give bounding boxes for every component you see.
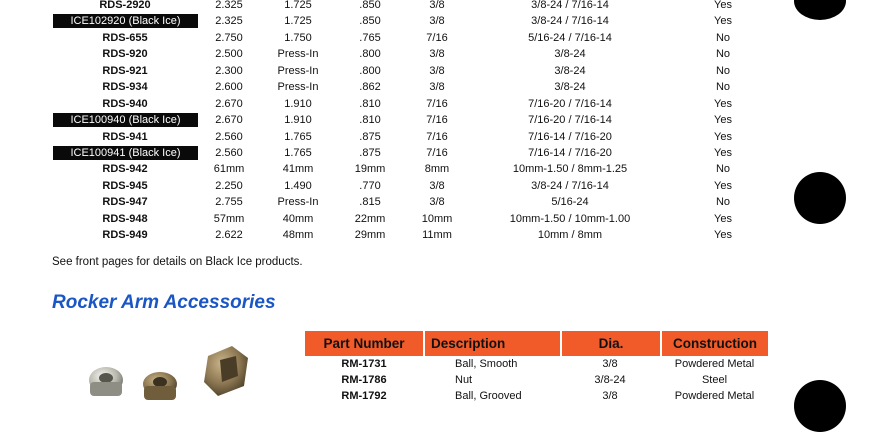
- stud-guide-plate: Yes: [714, 130, 732, 143]
- stud-base-dia: 8mm: [424, 163, 450, 176]
- stud-hex-size: .800: [359, 64, 381, 77]
- stud-hex-size: 29mm: [354, 229, 386, 242]
- stud-length: 1.910: [284, 97, 312, 110]
- stud-part-number: ICE100940 (Black Ice): [53, 113, 198, 127]
- stud-table-row: [0, 161, 780, 177]
- stud-table-row: [0, 0, 780, 13]
- stud-overall-length: 2.670: [215, 114, 243, 127]
- stud-table-row: [0, 178, 780, 194]
- rocker-arm-nuts-photo: [80, 338, 270, 400]
- stud-hex-size: 22mm: [354, 212, 386, 225]
- stud-base-dia: 7/16: [426, 146, 448, 159]
- stud-thread-size: 3/8-24: [554, 48, 586, 61]
- stud-guide-plate: Yes: [714, 114, 732, 127]
- stud-hex-size: .875: [359, 146, 381, 159]
- stud-length: Press-In: [277, 81, 319, 94]
- stud-overall-length: 2.600: [215, 81, 243, 94]
- stud-overall-length: 2.750: [215, 31, 243, 44]
- stud-base-dia: 7/16: [426, 130, 448, 143]
- stud-thread-size: 7/16-20 / 7/16-14: [528, 97, 612, 110]
- accessory-part-number: RM-1792: [341, 390, 387, 402]
- stud-part-number: RDS-949: [102, 229, 148, 242]
- stud-part-number: RDS-945: [102, 179, 148, 192]
- stud-base-dia: 3/8: [429, 196, 445, 209]
- stud-table-row: [0, 145, 780, 161]
- stud-base-dia: 3/8: [429, 15, 445, 28]
- stud-thread-size: 3/8-24 / 7/16-14: [531, 0, 609, 11]
- stud-base-dia: 7/16: [426, 114, 448, 127]
- accessory-construction: Steel: [701, 374, 728, 386]
- stud-part-number: RDS-948: [102, 212, 148, 225]
- stud-length: 1.765: [284, 146, 312, 159]
- stud-thread-size: 7/16-14 / 7/16-20: [528, 146, 612, 159]
- stud-part-number: RDS-2920: [99, 0, 151, 11]
- stud-overall-length: 2.325: [215, 15, 243, 28]
- stud-overall-length: 2.300: [215, 64, 243, 77]
- stud-part-number: ICE100941 (Black Ice): [53, 146, 198, 160]
- stud-base-dia: 7/16: [426, 31, 448, 44]
- stud-length: 40mm: [282, 212, 314, 225]
- accessory-row: [305, 388, 768, 404]
- stud-part-number: RDS-655: [102, 31, 148, 44]
- stud-part-number: RDS-920: [102, 48, 148, 61]
- stud-overall-length: 2.622: [215, 229, 243, 242]
- stud-guide-plate: No: [715, 64, 731, 77]
- stud-hex-size: .875: [359, 130, 381, 143]
- stud-hex-size: 19mm: [354, 163, 386, 176]
- stud-hex-size: .810: [359, 97, 381, 110]
- stud-guide-plate: No: [715, 196, 731, 209]
- stud-overall-length: 61mm: [213, 163, 245, 176]
- accessory-construction: Powdered Metal: [674, 390, 755, 402]
- stud-table-row: [0, 30, 780, 46]
- accessory-row: [305, 356, 768, 372]
- accessory-description: Ball, Smooth: [455, 358, 518, 370]
- stud-table-row: [0, 211, 780, 227]
- accessory-construction: Powdered Metal: [674, 358, 755, 370]
- stud-table-row: [0, 79, 780, 95]
- stud-table-row: [0, 194, 780, 210]
- stud-part-number: ICE102920 (Black Ice): [53, 14, 198, 28]
- stud-base-dia: 3/8: [429, 64, 445, 77]
- stud-length: Press-In: [277, 196, 319, 209]
- header-divider: [423, 331, 425, 356]
- stud-base-dia: 7/16: [426, 97, 448, 110]
- stud-length: 1.725: [284, 0, 312, 11]
- stud-table-row: [0, 96, 780, 112]
- stud-thread-size: 10mm-1.50 / 8mm-1.25: [512, 163, 628, 176]
- stud-length: 1.750: [284, 31, 312, 44]
- stud-part-number: RDS-940: [102, 97, 148, 110]
- stud-guide-plate: Yes: [714, 146, 732, 159]
- stud-thread-size: 7/16-20 / 7/16-14: [528, 114, 612, 127]
- stud-table-row: [0, 46, 780, 62]
- stud-length: Press-In: [277, 48, 319, 61]
- accessory-description: Nut: [455, 374, 473, 386]
- header-description: Description: [431, 336, 506, 351]
- stud-hex-size: .815: [359, 196, 381, 209]
- accessory-part-number: RM-1786: [341, 374, 387, 386]
- stud-hex-size: .850: [359, 15, 381, 28]
- stud-base-dia: 3/8: [429, 81, 445, 94]
- stud-thread-size: 3/8-24 / 7/16-14: [531, 179, 609, 192]
- accessories-header: [305, 331, 768, 356]
- stud-thread-size: 3/8-24 / 7/16-14: [531, 15, 609, 28]
- stud-hex-size: .862: [359, 81, 381, 94]
- stud-overall-length: 2.755: [215, 196, 243, 209]
- stud-guide-plate: Yes: [714, 97, 732, 110]
- stud-thread-size: 3/8-24: [554, 64, 586, 77]
- stud-overall-length: 2.325: [215, 0, 243, 11]
- stud-length: 1.910: [284, 114, 312, 127]
- stud-length: 41mm: [282, 163, 314, 176]
- rocker-ball-icon: [204, 346, 248, 396]
- stud-overall-length: 2.250: [215, 179, 243, 192]
- section-title: Rocker Arm Accessories: [52, 292, 276, 313]
- stud-thread-size: 10mm-1.50 / 10mm-1.00: [509, 212, 631, 225]
- bronze-nut-icon: [143, 372, 177, 400]
- stud-length: 48mm: [282, 229, 314, 242]
- accessory-part-number: RM-1731: [341, 358, 387, 370]
- stud-table-row: [0, 13, 780, 29]
- stud-hex-size: .765: [359, 31, 381, 44]
- stud-length: 1.490: [284, 179, 312, 192]
- black-ice-note: See front pages for details on Black Ice products.: [52, 256, 303, 268]
- stud-guide-plate: Yes: [714, 15, 732, 28]
- stud-length: Press-In: [277, 64, 319, 77]
- stud-part-number: RDS-921: [102, 64, 148, 77]
- binder-hole-middle: [794, 172, 846, 224]
- stud-part-number: RDS-941: [102, 130, 148, 143]
- stud-overall-length: 2.560: [215, 146, 243, 159]
- stud-guide-plate: Yes: [714, 0, 732, 11]
- stud-table-row: [0, 63, 780, 79]
- stud-table-row: [0, 112, 780, 128]
- chrome-nut-icon: [89, 367, 123, 396]
- stud-overall-length: 2.500: [215, 48, 243, 61]
- accessory-row: [305, 372, 768, 388]
- accessory-dia: 3/8: [602, 390, 618, 402]
- stud-guide-plate: No: [715, 81, 731, 94]
- stud-guide-plate: No: [715, 163, 731, 176]
- stud-guide-plate: No: [715, 31, 731, 44]
- header-construction: Construction: [673, 336, 757, 351]
- stud-base-dia: 10mm: [421, 212, 453, 225]
- stud-thread-size: 10mm / 8mm: [537, 229, 603, 242]
- binder-hole-bottom: [794, 380, 846, 432]
- stud-guide-plate: Yes: [714, 229, 732, 242]
- stud-part-number: RDS-942: [102, 163, 148, 176]
- stud-table-row: [0, 129, 780, 145]
- stud-thread-size: 5/16-24: [551, 196, 589, 209]
- stud-hex-size: .810: [359, 114, 381, 127]
- stud-base-dia: 11mm: [422, 229, 452, 242]
- stud-length: 1.765: [284, 130, 312, 143]
- stud-guide-plate: Yes: [714, 212, 732, 225]
- header-dia: Dia.: [598, 336, 624, 351]
- stud-thread-size: 5/16-24 / 7/16-14: [528, 31, 612, 44]
- stud-part-number: RDS-947: [102, 196, 148, 209]
- stud-table-row: [0, 227, 780, 243]
- stud-guide-plate: No: [715, 48, 731, 61]
- stud-hex-size: .850: [359, 0, 381, 11]
- stud-length: 1.725: [284, 15, 312, 28]
- stud-thread-size: 7/16-14 / 7/16-20: [528, 130, 612, 143]
- accessory-description: Ball, Grooved: [455, 390, 522, 402]
- stud-base-dia: 3/8: [429, 48, 445, 61]
- stud-hex-size: .770: [359, 179, 381, 192]
- binder-hole-top: [794, 0, 846, 20]
- stud-overall-length: 57mm: [213, 212, 245, 225]
- stud-part-number: RDS-934: [102, 81, 148, 94]
- header-part-number: Part Number: [323, 336, 405, 351]
- accessory-dia: 3/8-24: [594, 374, 626, 386]
- stud-base-dia: 3/8: [429, 179, 445, 192]
- stud-guide-plate: Yes: [714, 179, 732, 192]
- accessory-dia: 3/8: [602, 358, 618, 370]
- stud-overall-length: 2.670: [215, 97, 243, 110]
- stud-overall-length: 2.560: [215, 130, 243, 143]
- stud-hex-size: .800: [359, 48, 381, 61]
- stud-base-dia: 3/8: [429, 0, 445, 11]
- stud-thread-size: 3/8-24: [554, 81, 586, 94]
